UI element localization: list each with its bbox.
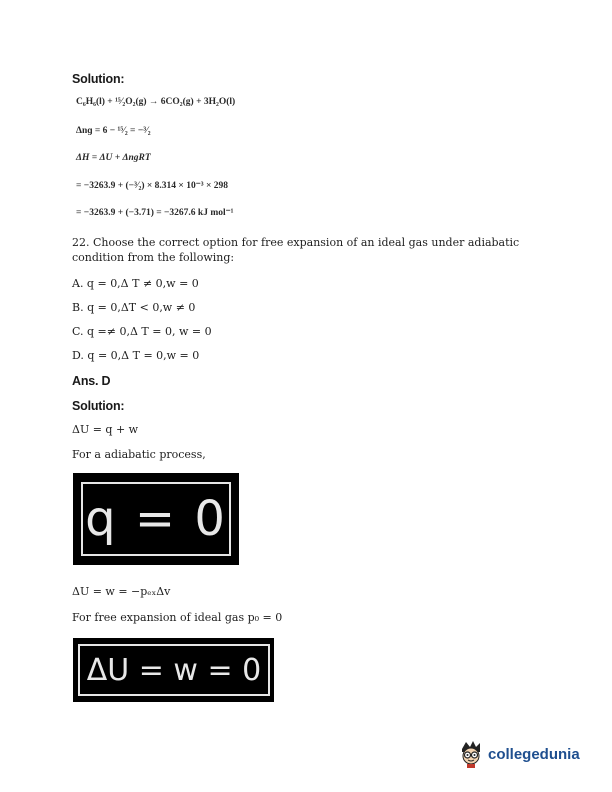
question-text-line-1: 22. Choose the correct option for free expansion of an ideal gas under adiabatic — [72, 236, 520, 249]
delta-u-image — [73, 638, 274, 702]
answer-label: Ans. D — [72, 374, 111, 388]
option-c: C. q =≠ 0,Δ T = 0, w = 0 — [72, 325, 212, 338]
delta-u-text: ΔU = w = 0 — [78, 644, 270, 696]
solution-heading-2: Solution: — [72, 399, 125, 413]
solution-heading-1: Solution: — [72, 72, 125, 86]
equation-first-law: ΔU = q + w — [72, 423, 139, 436]
equation-calc-1: = −3263.9 + (−³⁄₂) × 8.314 × 10⁻³ × 298 — [76, 181, 228, 191]
q-equals-zero-text: q = 0 — [81, 482, 231, 556]
equation-enthalpy: ΔH = ΔU + ΔnɡRT — [76, 153, 151, 163]
option-b: B. q = 0,ΔT < 0,w ≠ 0 — [72, 301, 196, 314]
equation-work: ΔU = w = −pₑₓΔv — [72, 585, 171, 598]
equation-delta-n: Δnɡ = 6 − ¹⁵⁄₂ = −³⁄₂ — [76, 126, 151, 136]
option-a: A. q = 0,Δ T ≠ 0,w = 0 — [72, 277, 199, 290]
student-mascot-icon — [458, 739, 484, 769]
option-d: D. q = 0,Δ T = 0,w = 0 — [72, 349, 200, 362]
logo-text: collegedunia — [488, 745, 580, 763]
question-text-line-2: condition from the following: — [72, 251, 235, 264]
free-expansion-text: For free expansion of ideal gas p₀ = 0 — [72, 611, 283, 624]
q-equals-zero-image — [73, 473, 239, 565]
equation-combustion: C₆H₆(l) + ¹⁵⁄₂O₂(g) → 6CO₂(g) + 3H₂O(l) — [76, 97, 236, 107]
collegedunia-logo — [458, 739, 580, 769]
equation-calc-2: = −3263.9 + (−3.71) = −3267.6 kJ mol⁻¹ — [76, 208, 234, 218]
adiabatic-text: For a adiabatic process, — [72, 448, 206, 461]
